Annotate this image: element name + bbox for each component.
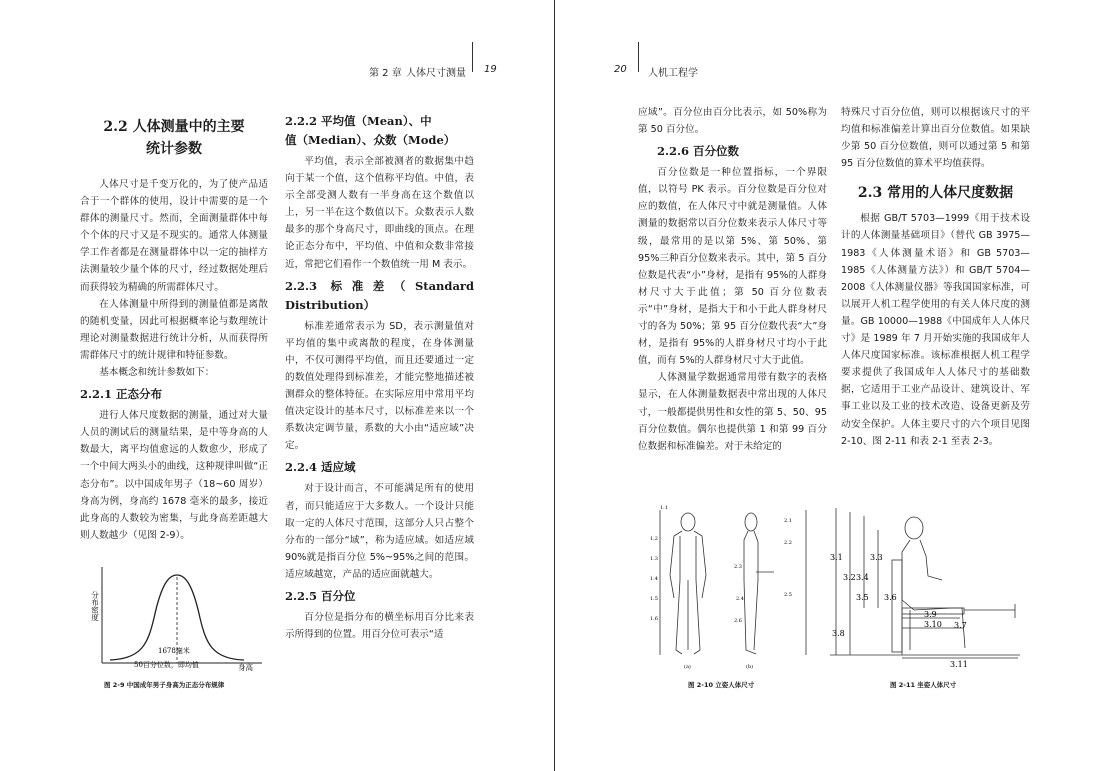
right-header-title: 人机工程学 (648, 68, 698, 79)
fig211-label: 3.2 (843, 573, 856, 582)
fig210-caption: 图 2-10 立姿人体尺寸 (688, 681, 755, 689)
fig211-label: 3.3 (870, 553, 883, 562)
fig210-sub-b: (b) (746, 664, 754, 670)
fig211-label: 3.5 (856, 593, 869, 602)
fig210-label: 1.5 (650, 596, 658, 602)
fig210-label: 2.5 (784, 592, 792, 598)
fig29-caption: 图 2-9 中国成年男子身高为正态分布规律 (104, 681, 225, 689)
fig211-label: 3.6 (884, 593, 897, 602)
heading-2-2-6: 2.2.6 百分位数 (657, 144, 740, 159)
left-column-2 (285, 112, 474, 643)
right-page (556, 0, 1112, 771)
paragraph: 人体测量学数据通常用带有数字的表格显示，在人体测量数据表中常出现的人体尺寸，一般都提供男性和女性的第 5、50、95 百分位数值。偶尔也提供第 1 和第 99 百分位数据和标准偏差。对于未给定的 (638, 372, 827, 452)
paragraph: 在人体测量中所得到的测量值都是离散的随机变量，因此可根据概率论与数理统计理论对测量数据进行统计分析，从而获得所需群体尺寸的统计规律和特征参数。 (80, 298, 268, 361)
paragraph: 人体尺寸是千变万化的，为了使产品适合于一个群体的使用，设计中需要的是一个群体的测量尺寸。然而，全面测量群体中每个个体的尺寸又是不现实的。通常人体测量学工作者都是在测量群体中以一定的抽样方法测量较少量个体的尺寸，经过数据处理后而获得较为精确的所需群体尺寸。 (80, 179, 268, 293)
fig211-label: 3.1 (830, 553, 843, 562)
left-column-1 (80, 116, 268, 544)
paragraph: 基本概念和统计参数如下： (99, 367, 215, 379)
fig210-sub-a: (a) (684, 664, 691, 670)
right-column-2 (841, 104, 1030, 450)
heading-2-2-4: 2.2.4 适应域 (285, 460, 356, 475)
fig211-label: 3.4 (856, 573, 869, 582)
left-header-chapter: 第 2 章 (369, 68, 402, 79)
section-heading-2-2-cont: 统计参数 (146, 141, 202, 157)
paragraph: 百分位是指分布的横坐标用百分比来表示所得到的位置。用百分位可表示“适 (285, 611, 474, 641)
heading-2-2-1: 2.2.1 正态分布 (80, 387, 163, 402)
fig211-label: 3.9 (924, 610, 937, 619)
right-header-rule (638, 42, 639, 72)
heading-2-2-3: 2.2.3 标准差（Standard Distribution） (285, 278, 474, 312)
paragraph: 标准差通常表示为 SD，表示测量值对平均值的集中或离散的程度，在身体测量中，不仅可测得平均值，而且还要通过一定的数值处理得到标准差，才能完整地描述被测群众的整体特征。在实际应用中常用平均值决定设计的基本尺寸，以标准差来以一个系数决定调节量，系数的大小由“适应域”决定。 (285, 320, 474, 452)
section-heading-2-2: 2.2 人体测量中的主要 (103, 119, 245, 135)
normal-distribution-figure (82, 563, 268, 681)
fig210-label: 2.4 (736, 596, 744, 602)
fig211-label: 3.11 (950, 660, 968, 669)
fig210-label: 1.2 (650, 536, 658, 542)
fig29-peak: 1678毫米 (158, 647, 190, 655)
left-header-title: 人体尺寸测量 (406, 68, 466, 79)
fig29-ylabel: 分布密度 (90, 591, 100, 621)
fig210-label: 1.4 (650, 576, 658, 582)
fig210-label: 1.3 (650, 556, 658, 562)
fig210-label: 2.1 (784, 518, 792, 524)
fig211-caption: 图 2-11 坐姿人体尺寸 (890, 681, 957, 689)
left-header-rule (472, 42, 473, 72)
heading-2-2-2: 2.2.2 平均值（Mean）、中 (285, 114, 432, 128)
fig210-label: 2.3 (734, 564, 742, 570)
fig210-label: 1.6 (650, 616, 658, 622)
paragraph: 特殊尺寸百分位值，则可以根据该尺寸的平均值和标准偏差计算出百分位数值。如果缺少第 50 百分位数值，则可以通过第 5 和第 95 百分位数值的算术平均值获得。 (841, 107, 1030, 170)
paragraph: 进行人体尺度数据的测量，通过对大量人员的测试后的测量结果，是中等身高的人数最大，离平均值愈远的人数愈少，形成了一个中间大两头小的曲线，这种规律叫做“正态分布”。以中国成年男子（18~60 周岁）身高为例，身高约 1678 毫米的最多，接近此身高的人数较为密集，与此身高差距越大则人数越少（见图 2-9）。 (80, 410, 268, 541)
paragraph: 根据 GB/T 5703—1999《用于技术设计的人体测量基础项目》（替代 GB 3975—1983《人体测量术语》和 GB 5703—1985《人体测量方法》）和 GB/T 5704—2008《人体测量仪器》等我国国家标准，可以展开人机工程学使用的有关人体尺度的测量。GB 10000—1988《中国成年人人体尺寸》是 1989 年 7 月开始实施的我国成年人人体尺度国家标准。该标准根据人机工程学要求提供了我国成年人人体尺寸的基础数据，它适用于工业产品设计、建筑设计、军事工业以及工业的技术改造、设备更新及劳动安全保护。人体主要尺寸的六个项目见图 2-10、图 2-11 和表 2-1 至表 2-3。 (841, 213, 1030, 447)
section-heading-2-3: 2.3 常用的人体尺度数据 (857, 185, 1014, 202)
seated-dimensions-figure (830, 500, 1030, 672)
fig210-label: 1.1 (660, 505, 668, 511)
fig29-xlabel: 身高 (238, 663, 253, 672)
fig29-peak2: 50百分位数，即均值 (134, 661, 199, 669)
fig211-label: 3.10 (924, 620, 942, 629)
fig210-label: 2.6 (734, 618, 742, 624)
left-page-number: 19 (484, 64, 497, 75)
paragraph: 平均值，表示全部被测者的数据集中趋向于某一个值，这个值称平均值。中值，表示全部受测人数有一半身高在这个数值以上，另一半在这个数值以下。众数表示人数最多的那个身高尺寸，即曲线的顶点。在理论正态分布中，平均值、中值和众数非常接近，常把它们看作一个数值统一用 M 表示。 (285, 156, 474, 270)
paragraph: 对于设计而言，不可能满足所有的使用者，而只能适应于大多数人。一个设计只能取一定的人体尺寸范围，这部分人只占整个分布的一部分“域”，称为适应域。如适应域 90%就是指百分位 5%~95%之间的范围。适应域越宽，产品的适应面就越大。 (285, 483, 474, 580)
right-page-number: 20 (614, 64, 627, 75)
heading-2-2-2-cont: 值（Median）、众数（Mode） (285, 133, 456, 147)
fig211-label: 3.7 (954, 621, 967, 630)
right-column-1 (638, 104, 827, 455)
fig211-label: 3.8 (832, 629, 845, 638)
left-page (0, 0, 554, 771)
paragraph: 应域”。百分位由百分比表示，如 50%称为第 50 百分位。 (638, 107, 827, 136)
standing-dimensions-figure (646, 500, 816, 672)
page-divider (554, 0, 555, 771)
fig210-label: 2.2 (784, 540, 792, 546)
heading-2-2-5: 2.2.5 百分位 (285, 588, 356, 603)
paragraph: 百分位数是一种位置指标，一个界限值，以符号 PK 表示。百分位数是百分位对应的数值，在人体尺寸中就是测量值。人体测量的数据常以百分位数来表示人体尺寸等级，最常用的是以第 5%、第 50%、第 95%三种百分位数来表示。其中，第 5 百分位数是代表“小”身材，是指有 95%的人群身材尺寸大于此值；第 50 百分位数表示“中”身材，是指大于和小于此人群身材尺寸的各为 50%；第 95 百分位数代表“大”身材，是指有 95%的人群身材尺寸均小于此值，而有 5%的人群身材尺寸大于此值。 (638, 167, 827, 367)
